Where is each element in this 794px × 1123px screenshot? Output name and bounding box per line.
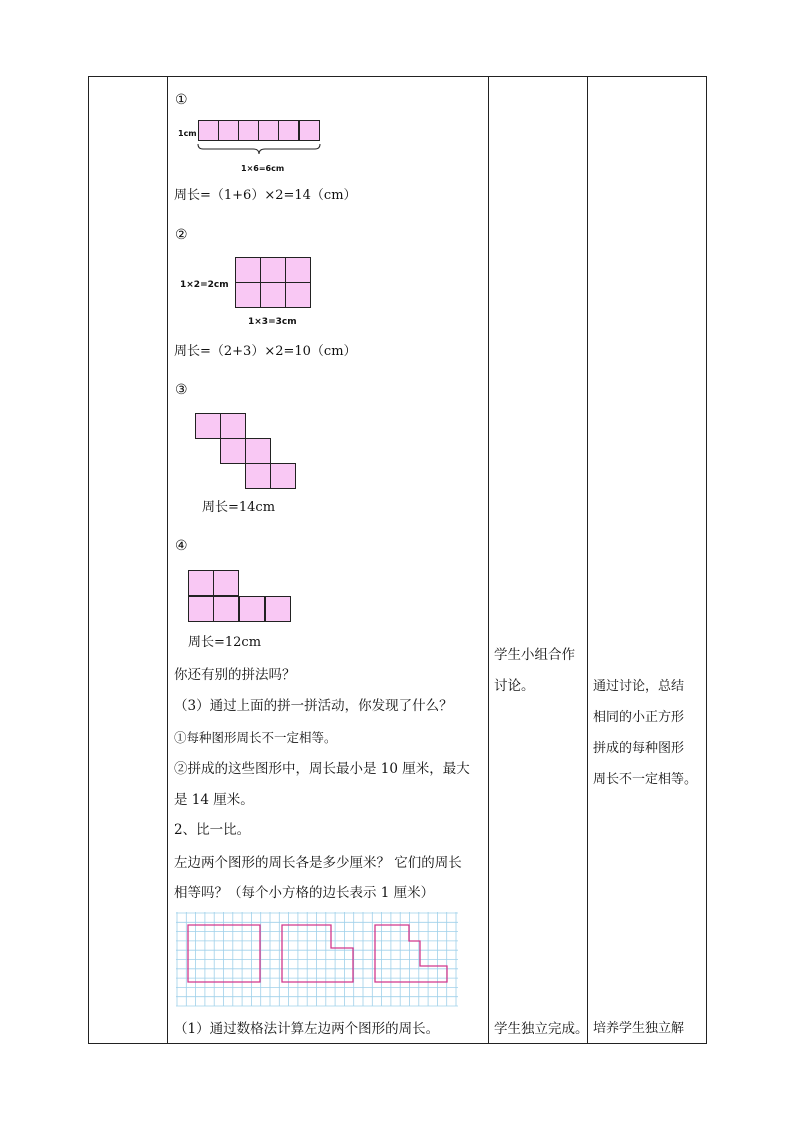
square — [213, 570, 239, 596]
square — [245, 438, 271, 464]
finding-2-line-2: 是 14 厘米。 — [174, 792, 254, 808]
table-right-border — [706, 76, 707, 1044]
square — [195, 413, 221, 439]
square — [213, 596, 239, 622]
compare-question-line-2: 相等吗？（每个小方格的边长表示 1 厘米） — [174, 885, 435, 901]
figure-3-marker: ③ — [175, 382, 188, 398]
square — [238, 120, 259, 141]
figure-2-marker: ② — [175, 227, 188, 243]
compare-question-line-1: 左边两个图形的周长各是多少厘米？ 它们的周长 — [174, 855, 462, 871]
question-3: （3）通过上面的拼一拼活动，你发现了什么？ — [174, 698, 453, 714]
intent-line-3: 拼成的每种图形 — [593, 741, 685, 756]
square — [188, 596, 214, 622]
intent-line-1: 通过讨论，总结 — [593, 679, 685, 694]
grid-figure — [176, 912, 459, 1007]
finding-1: ①每种图形周长不一定相等。 — [174, 730, 337, 745]
figure-1-perimeter: 周长=（1+6）×2=14（cm） — [174, 188, 357, 203]
table-top-border — [88, 76, 707, 77]
square — [258, 120, 279, 141]
square — [278, 120, 299, 141]
student-line-2: 讨论。 — [494, 678, 535, 694]
square — [239, 596, 265, 622]
square — [220, 438, 246, 464]
student-activity-text — [494, 640, 575, 702]
square — [285, 257, 311, 283]
table-col-divider-2 — [488, 76, 489, 1044]
student-bottom-text: 学生独立完成。 — [494, 1021, 589, 1037]
shape-stepped — [375, 925, 447, 982]
figure-2-bottom-label: 1×3=3cm — [248, 317, 297, 327]
figure-2-side-label: 1×2=2cm — [180, 280, 229, 290]
intent-bottom-text: 培养学生独立解 — [593, 1021, 685, 1036]
square — [218, 120, 239, 141]
figure-4-marker: ④ — [175, 538, 188, 554]
design-intent-text — [593, 671, 697, 795]
grid-lines — [176, 912, 458, 1006]
table-left-border — [88, 76, 89, 1044]
section-2-heading: 2、比一比。 — [174, 822, 251, 838]
square — [245, 463, 271, 489]
table-col-divider-3 — [587, 76, 588, 1044]
compare-shapes — [188, 925, 447, 982]
square — [265, 596, 291, 622]
figure-1-brace — [197, 143, 322, 155]
square — [220, 413, 246, 439]
square — [235, 282, 261, 308]
square — [198, 120, 219, 141]
step-1-text: （1）通过数格法计算左边两个图形的周长。 — [174, 1021, 440, 1037]
figure-2-perimeter: 周长=（2+3）×2=10（cm） — [174, 344, 357, 359]
shape-notched-square — [282, 925, 353, 982]
square — [235, 257, 261, 283]
square — [299, 120, 320, 141]
intent-line-2: 相同的小正方形 — [593, 710, 685, 725]
figure-1-bottom-label: 1×6=6cm — [241, 164, 285, 173]
other-way-question: 你还有别的拼法吗？ — [174, 667, 296, 683]
finding-2-line-1: ②拼成的这些图形中，周长最小是 10 厘米，最大 — [174, 761, 470, 777]
figure-1-side-label: 1cm — [178, 129, 197, 138]
square — [260, 282, 286, 308]
intent-line-4: 周长不一定相等。 — [593, 772, 698, 787]
figure-1-marker: ① — [175, 92, 188, 108]
square — [260, 257, 286, 283]
shape-rectangle — [188, 925, 260, 982]
figure-4-perimeter: 周长=12cm — [188, 635, 262, 650]
square — [188, 570, 214, 596]
student-line-1: 学生小组合作 — [494, 647, 575, 663]
table-bottom-border — [88, 1043, 707, 1044]
table-col-divider-1 — [167, 76, 168, 1044]
square — [270, 463, 296, 489]
square — [285, 282, 311, 308]
figure-3-perimeter: 周长=14cm — [202, 500, 276, 515]
